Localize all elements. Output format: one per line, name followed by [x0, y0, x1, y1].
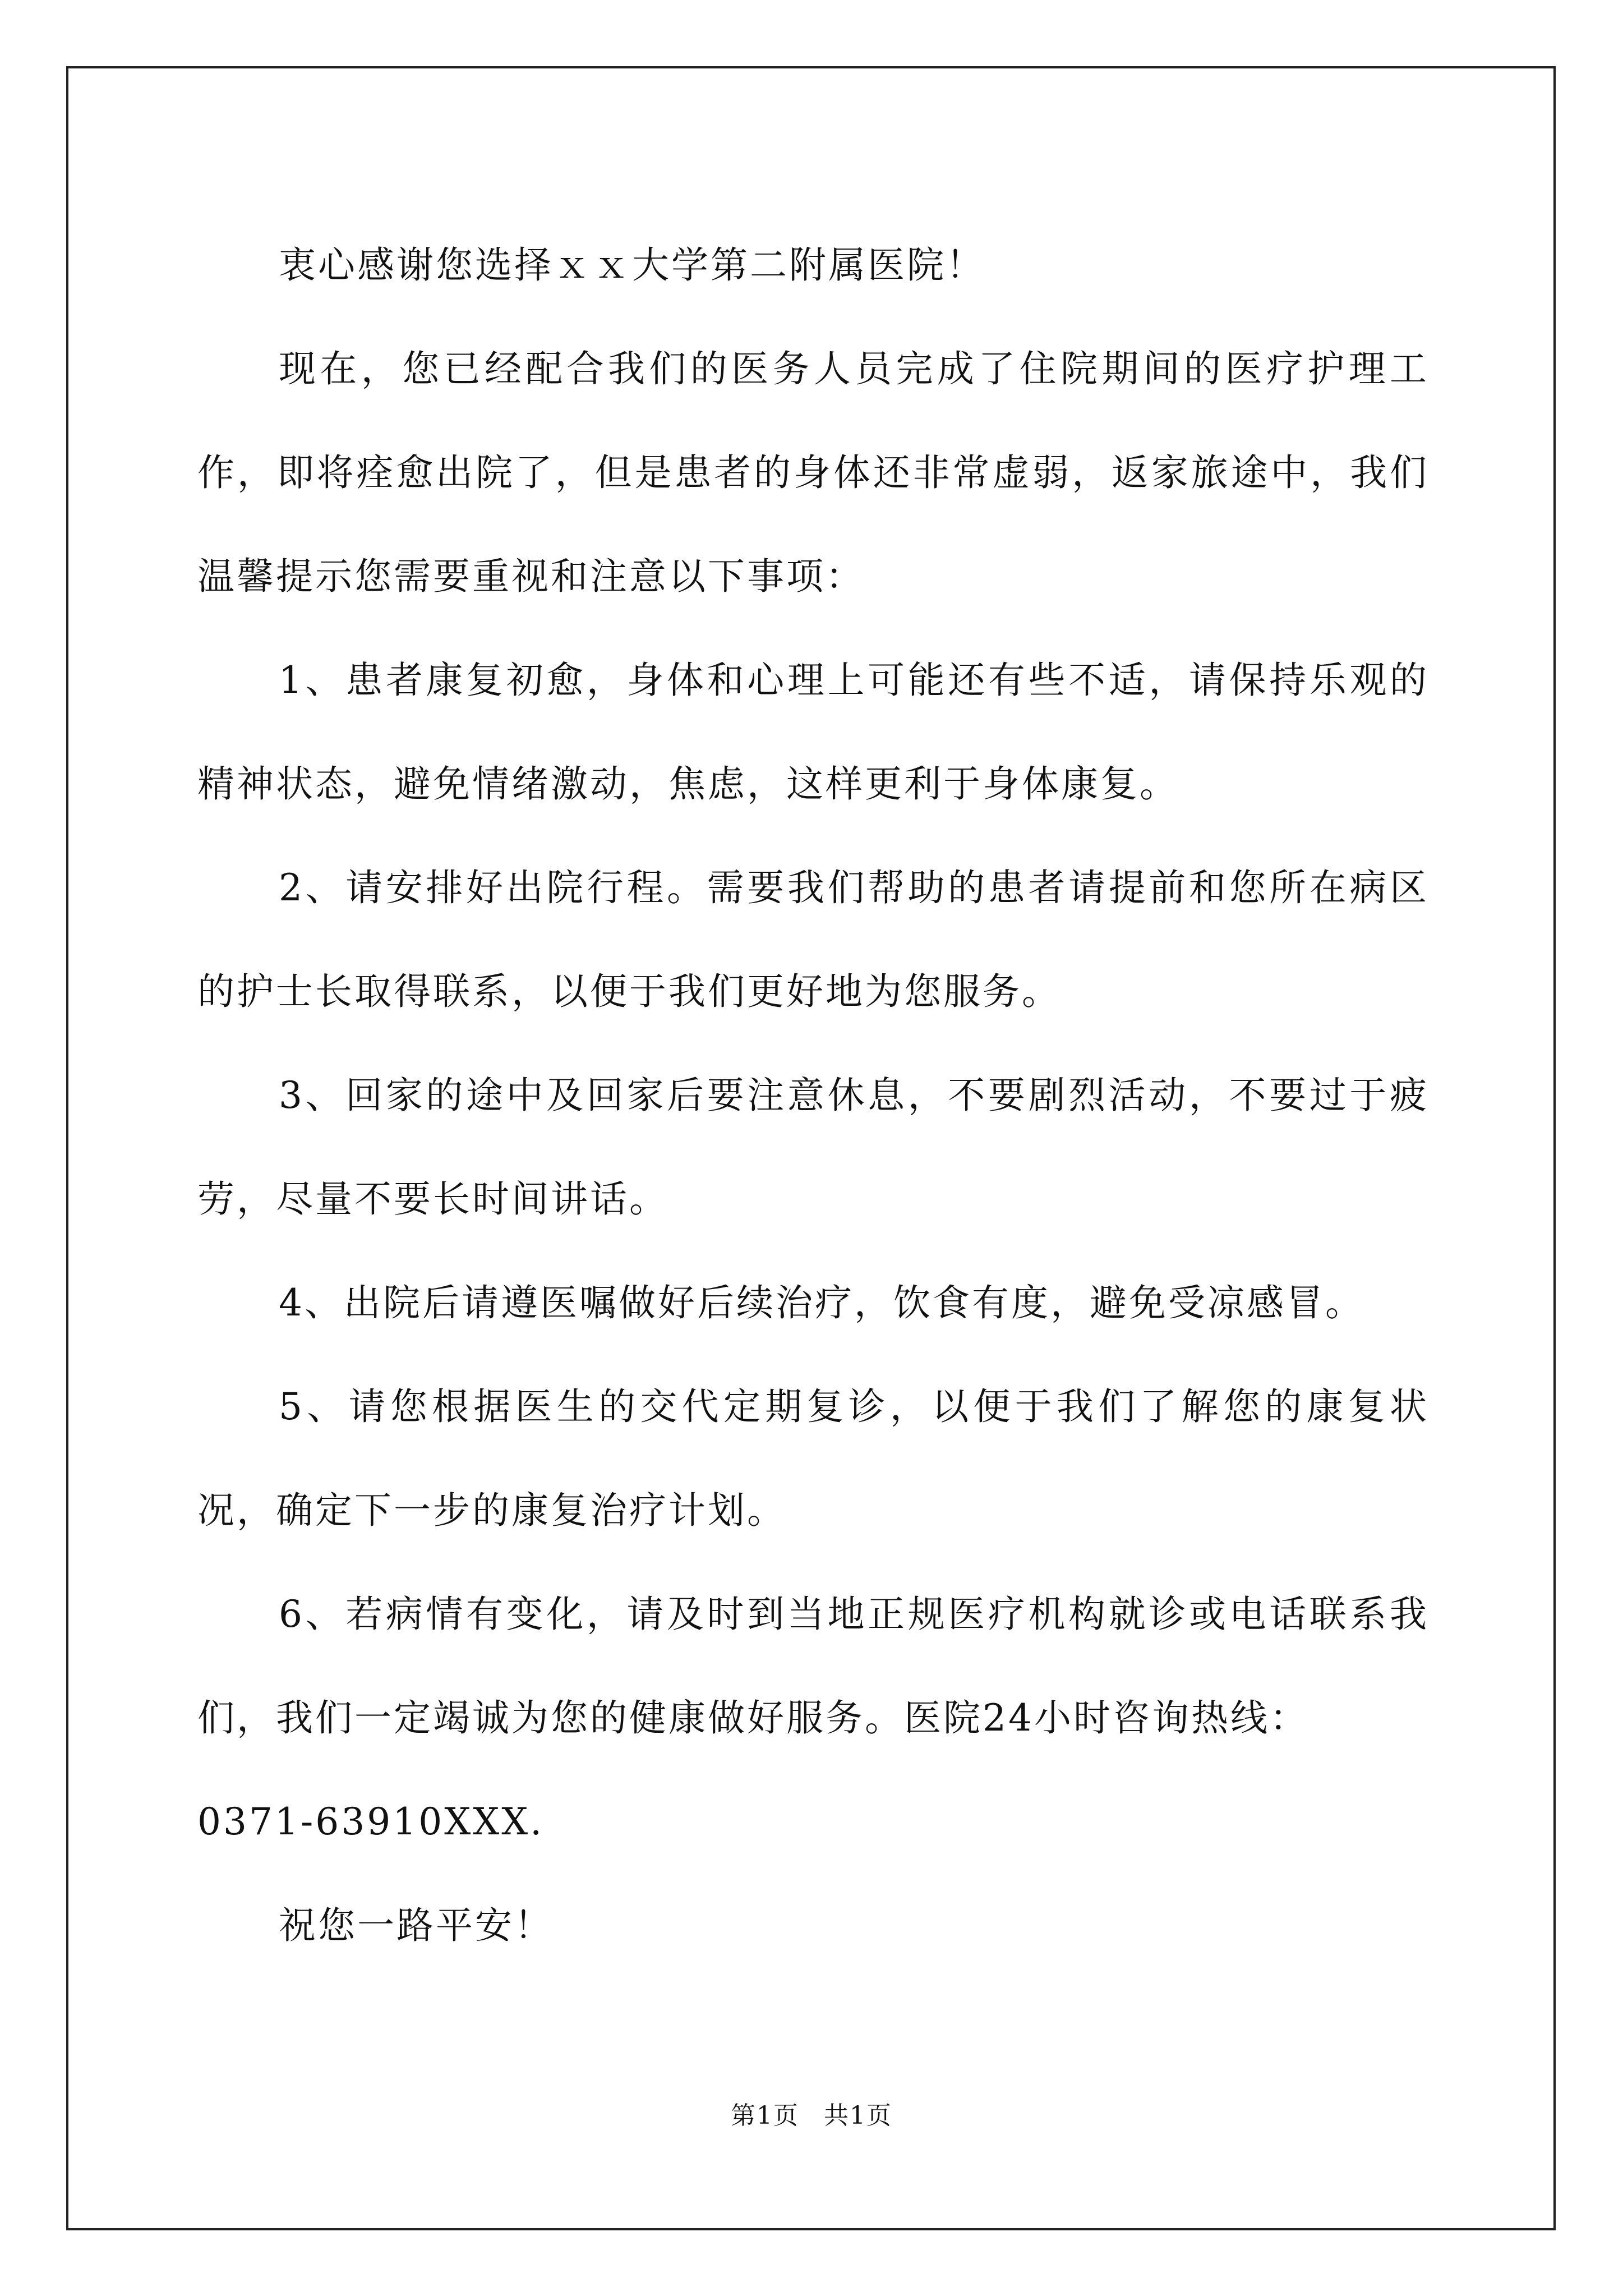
notice-item-3: 3、回家的途中及回家后要注意休息，不要剧烈活动，不要过于疲劳，尽量不要长时间讲话。: [197, 1074, 1429, 1221]
page-footer: [0, 2095, 1623, 2131]
notice-item-1: 1、患者康复初愈，身体和心理上可能还有些不适，请保持乐观的精神状态，避免情绪激动，焦虑，这样更利于身体康复。: [197, 659, 1429, 806]
notice-item-5: 5、请您根据医生的交代定期复诊，以便于我们了解您的康复状况，确定下一步的康复治疗计划。: [197, 1385, 1429, 1532]
notice-item-6: 6、若病情有变化，请及时到当地正规医疗机构就诊或电话联系我们，我们一定竭诚为您的健康做好服务。医院24小时咨询热线：: [197, 1593, 1429, 1740]
hotline-number: 0371-63910XXX.: [197, 1800, 545, 1843]
closing-wish: 祝您一路平安！: [279, 1904, 554, 1947]
page-number-current: 第1页: [731, 2101, 799, 2130]
document-body: [197, 213, 1429, 1977]
greeting-paragraph: 衷心感谢您选择ｘｘ大学第二附属医院！: [279, 243, 985, 287]
notice-item-4: 4、出院后请遵医嘱做好后续治疗，饮食有度，避免受凉感冒。: [279, 1281, 1364, 1324]
notice-item-2: 2、请安排好出院行程。需要我们帮助的患者请提前和您所在病区的护士长取得联系，以便于我们更好地为您服务。: [197, 866, 1429, 1013]
page-number-total: 共1页: [824, 2101, 892, 2130]
intro-paragraph: 现在，您已经配合我们的医务人员完成了住院期间的医疗护理工作，即将痊愈出院了，但是患者的身体还非常虚弱，返家旅途中，我们温馨提示您需要重视和注意以下事项：: [197, 347, 1429, 598]
